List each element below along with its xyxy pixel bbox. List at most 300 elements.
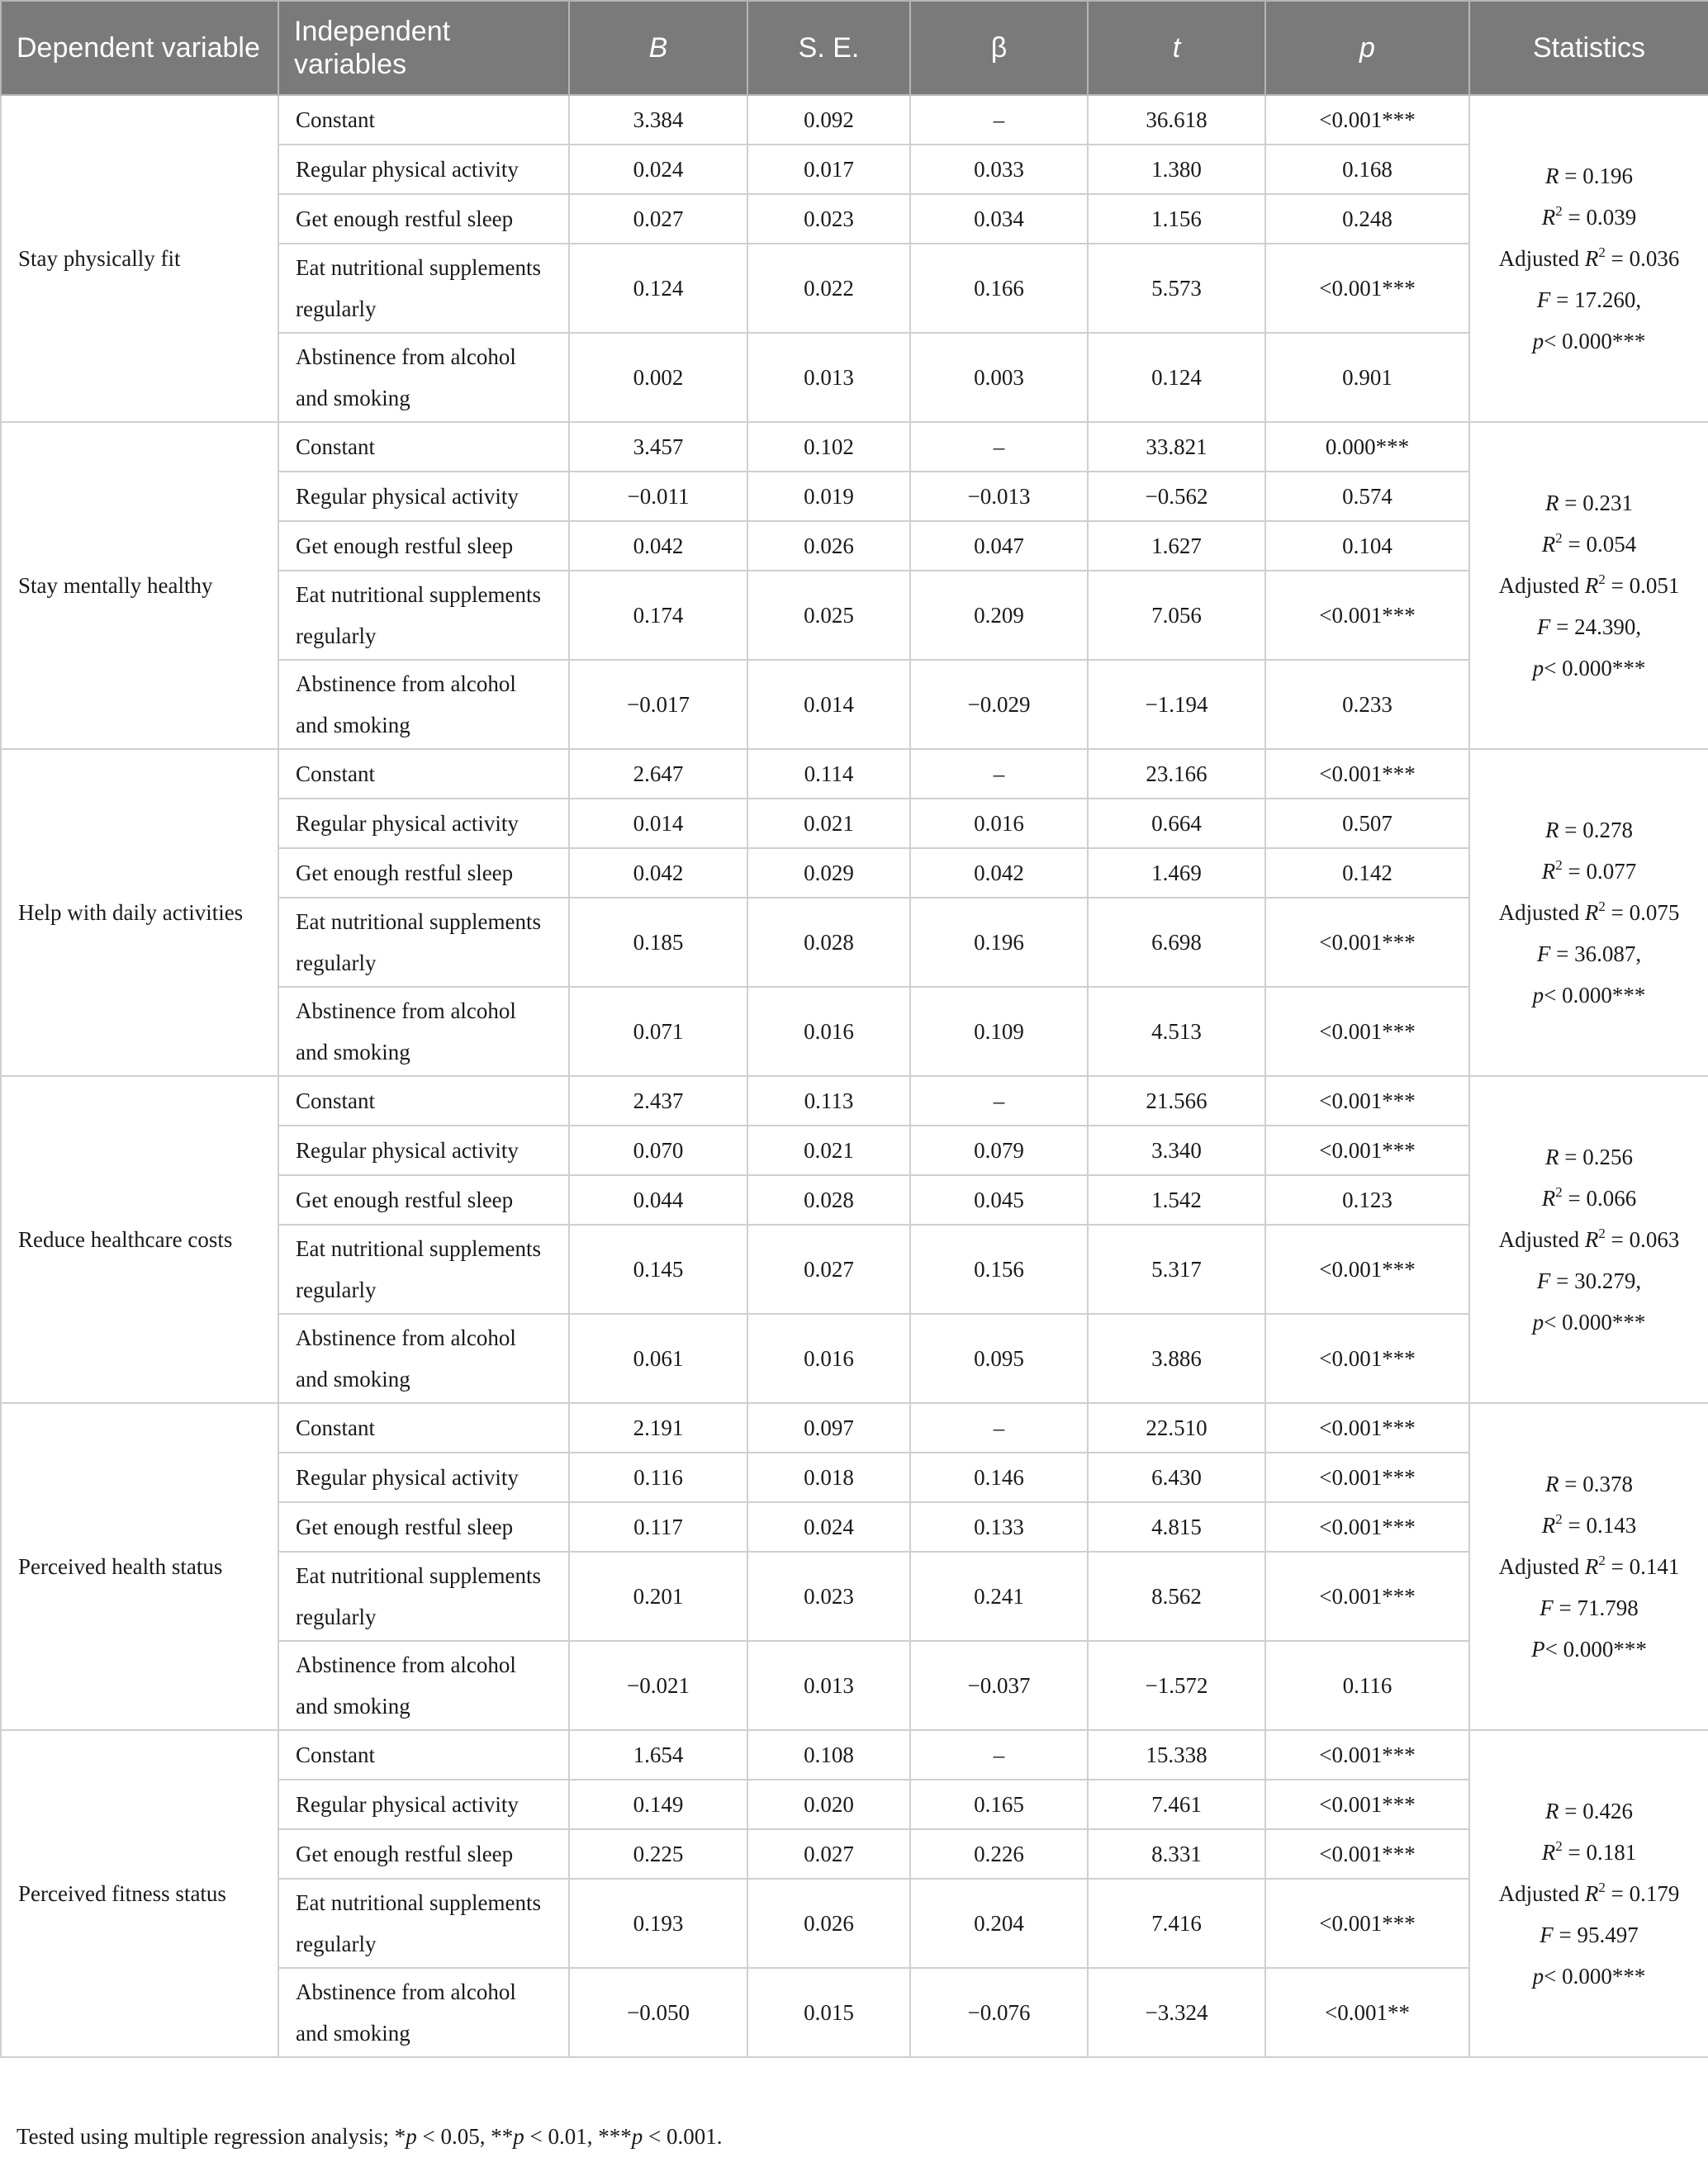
cell-beta: – bbox=[910, 1730, 1088, 1780]
cell-b: 0.149 bbox=[569, 1780, 747, 1829]
stat-f bbox=[1485, 1260, 1693, 1301]
stat-eq: = bbox=[1605, 900, 1630, 925]
stat-r2-exp: 2 bbox=[1555, 1838, 1563, 1854]
independent-variable-cell: Eat nutritional supplements regularly bbox=[278, 1879, 569, 1968]
stat-r2-symbol: R bbox=[1584, 900, 1599, 925]
stat-f bbox=[1485, 279, 1693, 320]
stat-adjusted-label: Adjusted bbox=[1498, 1227, 1585, 1252]
stat-r2 bbox=[1485, 1832, 1693, 1873]
cell-t: 1.156 bbox=[1088, 194, 1265, 244]
independent-variable-cell: Eat nutritional supplements regularly bbox=[278, 898, 569, 987]
cell-t: 3.886 bbox=[1088, 1314, 1265, 1403]
statistics-cell bbox=[1469, 1076, 1708, 1403]
statistics-cell bbox=[1469, 422, 1708, 749]
cell-b: 3.384 bbox=[569, 95, 747, 145]
table-row bbox=[1, 422, 1708, 472]
stat-r-value: 0.256 bbox=[1582, 1145, 1633, 1169]
stat-p-value: < 0.000*** bbox=[1544, 1964, 1646, 1989]
cell-beta: 0.045 bbox=[910, 1175, 1088, 1225]
stat-r2-symbol: R bbox=[1541, 1840, 1556, 1865]
independent-variable-cell: Constant bbox=[278, 1403, 569, 1453]
stat-p bbox=[1485, 647, 1693, 689]
stat-r bbox=[1485, 155, 1693, 197]
cell-p: <0.001*** bbox=[1265, 1225, 1469, 1314]
independent-variable-cell: Get enough restful sleep bbox=[278, 521, 569, 571]
cell-beta: 0.196 bbox=[910, 898, 1088, 987]
header-dependent-variable: Dependent variable bbox=[1, 1, 278, 95]
header-se: S. E. bbox=[747, 1, 910, 95]
stat-p-value: < 0.000*** bbox=[1544, 1310, 1646, 1335]
stat-r2-exp: 2 bbox=[1555, 203, 1563, 219]
stat-r2-symbol: R bbox=[1541, 205, 1556, 230]
stat-r2-symbol: R bbox=[1541, 1513, 1556, 1538]
stat-r2-value: 0.143 bbox=[1586, 1513, 1637, 1538]
stat-r-symbol: R bbox=[1545, 1799, 1559, 1823]
cell-se: 0.108 bbox=[747, 1730, 910, 1780]
cell-b: 0.116 bbox=[569, 1453, 747, 1502]
independent-variable-cell: Constant bbox=[278, 1076, 569, 1126]
cell-t: −0.562 bbox=[1088, 472, 1265, 521]
cell-beta: 0.166 bbox=[910, 244, 1088, 333]
independent-variable-cell: Abstinence from alcohol and smoking bbox=[278, 1641, 569, 1730]
footnote-p2: p bbox=[513, 2124, 524, 2149]
stat-r2-value: 0.066 bbox=[1586, 1186, 1637, 1211]
stat-p bbox=[1485, 320, 1693, 362]
cell-se: 0.013 bbox=[747, 333, 910, 422]
cell-p: <0.001*** bbox=[1265, 95, 1469, 145]
stat-r2-symbol: R bbox=[1541, 532, 1556, 557]
dependent-variable-cell: Stay mentally healthy bbox=[1, 422, 278, 749]
stat-r-value: 0.231 bbox=[1582, 491, 1633, 515]
cell-se: 0.016 bbox=[747, 1314, 910, 1403]
cell-se: 0.021 bbox=[747, 1126, 910, 1175]
stat-eq: = bbox=[1605, 573, 1630, 598]
cell-p: 0.000*** bbox=[1265, 422, 1469, 472]
cell-p: <0.001*** bbox=[1265, 571, 1469, 660]
cell-p: <0.001*** bbox=[1265, 987, 1469, 1076]
cell-p: <0.001*** bbox=[1265, 1403, 1469, 1453]
stat-r-symbol: R bbox=[1545, 491, 1559, 515]
cell-beta: 0.209 bbox=[910, 571, 1088, 660]
independent-variable-cell: Regular physical activity bbox=[278, 472, 569, 521]
cell-t: 21.566 bbox=[1088, 1076, 1265, 1126]
independent-variable-cell: Get enough restful sleep bbox=[278, 1829, 569, 1879]
cell-p: <0.001*** bbox=[1265, 1780, 1469, 1829]
stat-adj-r2-value: 0.063 bbox=[1629, 1227, 1680, 1252]
stat-adj-r2 bbox=[1485, 1546, 1693, 1587]
stat-r-value: 0.426 bbox=[1582, 1799, 1633, 1823]
stat-r2-symbol: R bbox=[1584, 1227, 1599, 1252]
stat-r2 bbox=[1485, 851, 1693, 892]
stat-adjusted-label: Adjusted bbox=[1498, 900, 1585, 925]
stat-adjusted-label: Adjusted bbox=[1498, 246, 1585, 271]
cell-b: −0.050 bbox=[569, 1968, 747, 2057]
cell-p: 0.248 bbox=[1265, 194, 1469, 244]
footnote-tail: < 0.001. bbox=[643, 2124, 723, 2149]
cell-t: −3.324 bbox=[1088, 1968, 1265, 2057]
stat-r2-exp: 2 bbox=[1555, 1184, 1563, 1200]
stat-r2-exp: 2 bbox=[1555, 1511, 1563, 1527]
cell-t: 0.124 bbox=[1088, 333, 1265, 422]
cell-se: 0.026 bbox=[747, 521, 910, 571]
cell-t: 6.430 bbox=[1088, 1453, 1265, 1502]
cell-se: 0.023 bbox=[747, 1552, 910, 1641]
cell-t: 8.562 bbox=[1088, 1552, 1265, 1641]
stat-r2-value: 0.054 bbox=[1586, 532, 1637, 557]
independent-variable-cell: Abstinence from alcohol and smoking bbox=[278, 1968, 569, 2057]
stat-r bbox=[1485, 1136, 1693, 1178]
stat-eq: = bbox=[1559, 164, 1583, 188]
cell-beta: – bbox=[910, 1076, 1088, 1126]
footnote-p3: p bbox=[631, 2124, 643, 2149]
table-footnote bbox=[17, 2124, 723, 2150]
cell-b: 2.191 bbox=[569, 1403, 747, 1453]
stat-p bbox=[1485, 1956, 1693, 1997]
stat-f-symbol: F bbox=[1536, 614, 1551, 639]
stat-f-symbol: F bbox=[1540, 1923, 1554, 1947]
footnote-mid2: < 0.01, *** bbox=[524, 2124, 632, 2149]
stat-r2-exp: 2 bbox=[1598, 1880, 1606, 1895]
cell-b: 0.014 bbox=[569, 799, 747, 848]
stat-eq: = bbox=[1605, 1554, 1630, 1579]
cell-p: <0.001*** bbox=[1265, 1076, 1469, 1126]
cell-beta: 0.079 bbox=[910, 1126, 1088, 1175]
stat-r2-symbol: R bbox=[1541, 859, 1556, 884]
stat-r2-exp: 2 bbox=[1598, 1553, 1606, 1568]
cell-beta: 0.241 bbox=[910, 1552, 1088, 1641]
stat-adj-r2 bbox=[1485, 1873, 1693, 1914]
independent-variable-cell: Eat nutritional supplements regularly bbox=[278, 571, 569, 660]
independent-variable-cell: Constant bbox=[278, 422, 569, 472]
cell-beta: −0.076 bbox=[910, 1968, 1088, 2057]
header-t: t bbox=[1088, 1, 1265, 95]
cell-beta: – bbox=[910, 95, 1088, 145]
stat-eq: = bbox=[1559, 818, 1583, 842]
stat-r2-exp: 2 bbox=[1555, 530, 1563, 546]
stat-r-symbol: R bbox=[1545, 164, 1559, 188]
stat-p-symbol: p bbox=[1532, 983, 1544, 1008]
stat-f bbox=[1485, 606, 1693, 647]
cell-t: 15.338 bbox=[1088, 1730, 1265, 1780]
cell-p: 0.507 bbox=[1265, 799, 1469, 848]
stat-r2 bbox=[1485, 1178, 1693, 1219]
cell-p: 0.123 bbox=[1265, 1175, 1469, 1225]
stat-eq: = bbox=[1562, 205, 1587, 230]
cell-t: 22.510 bbox=[1088, 1403, 1265, 1453]
cell-t: 0.664 bbox=[1088, 799, 1265, 848]
cell-t: 1.627 bbox=[1088, 521, 1265, 571]
stat-adjusted-label: Adjusted bbox=[1498, 573, 1585, 598]
stat-f bbox=[1485, 933, 1693, 974]
cell-t: 8.331 bbox=[1088, 1829, 1265, 1879]
stat-r-value: 0.378 bbox=[1582, 1472, 1633, 1496]
stat-r2-exp: 2 bbox=[1598, 1226, 1606, 1241]
cell-beta: 0.156 bbox=[910, 1225, 1088, 1314]
cell-p: 0.168 bbox=[1265, 145, 1469, 194]
cell-b: 0.124 bbox=[569, 244, 747, 333]
stat-eq: = bbox=[1605, 246, 1630, 271]
independent-variable-cell: Abstinence from alcohol and smoking bbox=[278, 987, 569, 1076]
cell-p: <0.001*** bbox=[1265, 898, 1469, 987]
cell-t: 33.821 bbox=[1088, 422, 1265, 472]
cell-beta: 0.165 bbox=[910, 1780, 1088, 1829]
cell-beta: – bbox=[910, 1403, 1088, 1453]
cell-se: 0.020 bbox=[747, 1780, 910, 1829]
stat-adj-r2 bbox=[1485, 1219, 1693, 1260]
cell-se: 0.024 bbox=[747, 1502, 910, 1552]
stat-r2-exp: 2 bbox=[1598, 571, 1606, 587]
cell-t: 1.380 bbox=[1088, 145, 1265, 194]
cell-b: −0.011 bbox=[569, 472, 747, 521]
independent-variable-cell: Regular physical activity bbox=[278, 1126, 569, 1175]
independent-variable-cell: Abstinence from alcohol and smoking bbox=[278, 1314, 569, 1403]
stat-f-value: 17.260, bbox=[1574, 287, 1642, 312]
stat-f-value: 36.087, bbox=[1574, 941, 1642, 966]
table-row bbox=[1, 95, 1708, 145]
cell-p: <0.001*** bbox=[1265, 1552, 1469, 1641]
cell-t: 1.469 bbox=[1088, 848, 1265, 898]
cell-p: <0.001*** bbox=[1265, 1126, 1469, 1175]
dependent-variable-cell: Reduce healthcare costs bbox=[1, 1076, 278, 1403]
cell-b: 0.024 bbox=[569, 145, 747, 194]
cell-b: 1.654 bbox=[569, 1730, 747, 1780]
independent-variable-cell: Regular physical activity bbox=[278, 145, 569, 194]
stat-eq: = bbox=[1550, 1268, 1575, 1293]
stat-eq: = bbox=[1550, 287, 1575, 312]
stat-eq: = bbox=[1562, 859, 1587, 884]
stat-r-symbol: R bbox=[1545, 1472, 1559, 1496]
table-row bbox=[1, 1730, 1708, 1780]
cell-p: <0.001*** bbox=[1265, 1730, 1469, 1780]
stat-p-symbol: P bbox=[1531, 1637, 1545, 1662]
cell-b: 2.437 bbox=[569, 1076, 747, 1126]
stat-r2-symbol: R bbox=[1584, 1881, 1599, 1906]
cell-p: <0.001*** bbox=[1265, 1829, 1469, 1879]
independent-variable-cell: Regular physical activity bbox=[278, 1453, 569, 1502]
footnote-mid1: < 0.05, ** bbox=[416, 2124, 514, 2149]
cell-b: 0.117 bbox=[569, 1502, 747, 1552]
stat-p-value: < 0.000*** bbox=[1544, 983, 1646, 1008]
stat-f-value: 95.497 bbox=[1577, 1923, 1639, 1947]
dependent-variable-cell: Stay physically fit bbox=[1, 95, 278, 422]
stat-eq: = bbox=[1550, 941, 1575, 966]
header-p: p bbox=[1265, 1, 1469, 95]
cell-p: <0.001*** bbox=[1265, 1502, 1469, 1552]
cell-t: 1.542 bbox=[1088, 1175, 1265, 1225]
stat-eq: = bbox=[1605, 1881, 1630, 1906]
stat-f-symbol: F bbox=[1540, 1595, 1554, 1620]
cell-se: 0.114 bbox=[747, 749, 910, 799]
independent-variable-cell: Eat nutritional supplements regularly bbox=[278, 1552, 569, 1641]
independent-variable-cell: Constant bbox=[278, 749, 569, 799]
cell-b: 0.042 bbox=[569, 521, 747, 571]
stat-f-value: 24.390, bbox=[1574, 614, 1642, 639]
header-b: B bbox=[569, 1, 747, 95]
independent-variable-cell: Constant bbox=[278, 95, 569, 145]
independent-variable-cell: Eat nutritional supplements regularly bbox=[278, 244, 569, 333]
cell-se: 0.019 bbox=[747, 472, 910, 521]
cell-se: 0.014 bbox=[747, 660, 910, 749]
cell-beta: – bbox=[910, 422, 1088, 472]
cell-b: 2.647 bbox=[569, 749, 747, 799]
cell-se: 0.017 bbox=[747, 145, 910, 194]
cell-b: 3.457 bbox=[569, 422, 747, 472]
cell-p: <0.001** bbox=[1265, 1968, 1469, 2057]
stat-r-symbol: R bbox=[1545, 818, 1559, 842]
cell-t: 5.573 bbox=[1088, 244, 1265, 333]
cell-beta: 0.095 bbox=[910, 1314, 1088, 1403]
independent-variable-cell: Regular physical activity bbox=[278, 799, 569, 848]
stat-f-value: 71.798 bbox=[1577, 1595, 1639, 1620]
cell-se: 0.018 bbox=[747, 1453, 910, 1502]
cell-se: 0.102 bbox=[747, 422, 910, 472]
dependent-variable-cell: Perceived health status bbox=[1, 1403, 278, 1730]
independent-variable-cell: Abstinence from alcohol and smoking bbox=[278, 333, 569, 422]
stat-r2-symbol: R bbox=[1584, 1554, 1599, 1579]
stat-adjusted-label: Adjusted bbox=[1498, 1881, 1585, 1906]
independent-variable-cell: Constant bbox=[278, 1730, 569, 1780]
stat-eq: = bbox=[1550, 614, 1575, 639]
independent-variable-cell: Get enough restful sleep bbox=[278, 1175, 569, 1225]
cell-beta: 0.047 bbox=[910, 521, 1088, 571]
independent-variable-cell: Get enough restful sleep bbox=[278, 848, 569, 898]
independent-variable-cell: Abstinence from alcohol and smoking bbox=[278, 660, 569, 749]
cell-se: 0.028 bbox=[747, 898, 910, 987]
stat-f-symbol: F bbox=[1536, 1268, 1551, 1293]
cell-t: 3.340 bbox=[1088, 1126, 1265, 1175]
cell-beta: – bbox=[910, 749, 1088, 799]
stat-p-symbol: p bbox=[1532, 329, 1544, 353]
statistics-cell bbox=[1469, 749, 1708, 1076]
independent-variable-cell: Regular physical activity bbox=[278, 1780, 569, 1829]
cell-se: 0.027 bbox=[747, 1225, 910, 1314]
cell-se: 0.022 bbox=[747, 244, 910, 333]
stat-r bbox=[1485, 1463, 1693, 1505]
stat-adj-r2-value: 0.179 bbox=[1629, 1881, 1680, 1906]
stat-r bbox=[1485, 809, 1693, 851]
cell-p: <0.001*** bbox=[1265, 1453, 1469, 1502]
cell-p: 0.233 bbox=[1265, 660, 1469, 749]
stat-eq: = bbox=[1562, 1840, 1587, 1865]
cell-se: 0.016 bbox=[747, 987, 910, 1076]
stat-adj-r2 bbox=[1485, 565, 1693, 606]
footnote-lead: Tested using multiple regression analysis; * bbox=[17, 2124, 406, 2149]
stat-r bbox=[1485, 1790, 1693, 1832]
cell-se: 0.023 bbox=[747, 194, 910, 244]
stat-f bbox=[1485, 1587, 1693, 1629]
stat-f-symbol: F bbox=[1536, 287, 1551, 312]
cell-t: 7.416 bbox=[1088, 1879, 1265, 1968]
table-row bbox=[1, 749, 1708, 799]
independent-variable-cell: Get enough restful sleep bbox=[278, 1502, 569, 1552]
cell-b: 0.044 bbox=[569, 1175, 747, 1225]
stat-f-symbol: F bbox=[1536, 941, 1551, 966]
stat-eq: = bbox=[1559, 1799, 1583, 1823]
table-row bbox=[1, 1076, 1708, 1126]
cell-p: <0.001*** bbox=[1265, 749, 1469, 799]
stat-eq: = bbox=[1553, 1923, 1578, 1947]
stat-adjusted-label: Adjusted bbox=[1498, 1554, 1585, 1579]
stat-r2-exp: 2 bbox=[1555, 857, 1563, 873]
stat-p-value: < 0.000*** bbox=[1544, 1637, 1647, 1662]
stat-p bbox=[1485, 974, 1693, 1016]
cell-t: 6.698 bbox=[1088, 898, 1265, 987]
cell-b: 0.225 bbox=[569, 1829, 747, 1879]
stat-r bbox=[1485, 482, 1693, 524]
cell-se: 0.026 bbox=[747, 1879, 910, 1968]
header-beta: β bbox=[910, 1, 1088, 95]
stat-r2 bbox=[1485, 524, 1693, 565]
stat-adj-r2-value: 0.075 bbox=[1629, 900, 1680, 925]
stat-adj-r2-value: 0.051 bbox=[1629, 573, 1680, 598]
stat-eq: = bbox=[1605, 1227, 1630, 1252]
cell-beta: 0.042 bbox=[910, 848, 1088, 898]
cell-p: 0.901 bbox=[1265, 333, 1469, 422]
cell-beta: 0.109 bbox=[910, 987, 1088, 1076]
cell-t: −1.194 bbox=[1088, 660, 1265, 749]
stat-adj-r2 bbox=[1485, 892, 1693, 933]
cell-p: 0.116 bbox=[1265, 1641, 1469, 1730]
cell-b: 0.002 bbox=[569, 333, 747, 422]
cell-b: 0.185 bbox=[569, 898, 747, 987]
stat-p-symbol: p bbox=[1532, 1964, 1544, 1989]
stat-adj-r2-value: 0.036 bbox=[1629, 246, 1680, 271]
stat-p-value: < 0.000*** bbox=[1544, 656, 1646, 680]
stat-f-value: 30.279, bbox=[1574, 1268, 1642, 1293]
stat-adj-r2 bbox=[1485, 238, 1693, 279]
cell-se: 0.113 bbox=[747, 1076, 910, 1126]
stat-r2-symbol: R bbox=[1584, 246, 1599, 271]
independent-variable-cell: Eat nutritional supplements regularly bbox=[278, 1225, 569, 1314]
cell-beta: 0.033 bbox=[910, 145, 1088, 194]
stat-r2 bbox=[1485, 1505, 1693, 1546]
stat-r2-value: 0.181 bbox=[1586, 1840, 1637, 1865]
stat-eq: = bbox=[1559, 1472, 1583, 1496]
cell-p: 0.104 bbox=[1265, 521, 1469, 571]
cell-t: 5.317 bbox=[1088, 1225, 1265, 1314]
table-body bbox=[1, 95, 1708, 2057]
stat-p-symbol: p bbox=[1532, 656, 1544, 680]
cell-b: 0.027 bbox=[569, 194, 747, 244]
cell-beta: 0.133 bbox=[910, 1502, 1088, 1552]
cell-t: 7.461 bbox=[1088, 1780, 1265, 1829]
stat-p-symbol: p bbox=[1532, 1310, 1544, 1335]
cell-b: 0.201 bbox=[569, 1552, 747, 1641]
cell-p: <0.001*** bbox=[1265, 1879, 1469, 1968]
cell-b: 0.193 bbox=[569, 1879, 747, 1968]
stat-r2-value: 0.077 bbox=[1586, 859, 1637, 884]
cell-b: 0.070 bbox=[569, 1126, 747, 1175]
stat-eq: = bbox=[1562, 532, 1587, 557]
cell-beta: 0.016 bbox=[910, 799, 1088, 848]
stat-p bbox=[1485, 1301, 1693, 1343]
stat-r2-symbol: R bbox=[1584, 573, 1599, 598]
stat-r-value: 0.278 bbox=[1582, 818, 1633, 842]
cell-b: 0.174 bbox=[569, 571, 747, 660]
cell-beta: −0.037 bbox=[910, 1641, 1088, 1730]
cell-beta: 0.226 bbox=[910, 1829, 1088, 1879]
header-statistics: Statistics bbox=[1469, 1, 1708, 95]
cell-b: 0.061 bbox=[569, 1314, 747, 1403]
cell-beta: −0.013 bbox=[910, 472, 1088, 521]
dependent-variable-cell: Help with daily activities bbox=[1, 749, 278, 1076]
stat-r2-exp: 2 bbox=[1598, 244, 1606, 260]
stat-r2-value: 0.039 bbox=[1586, 205, 1637, 230]
stat-eq: = bbox=[1562, 1513, 1587, 1538]
stat-r-symbol: R bbox=[1545, 1145, 1559, 1169]
table-row bbox=[1, 1403, 1708, 1453]
cell-p: 0.574 bbox=[1265, 472, 1469, 521]
